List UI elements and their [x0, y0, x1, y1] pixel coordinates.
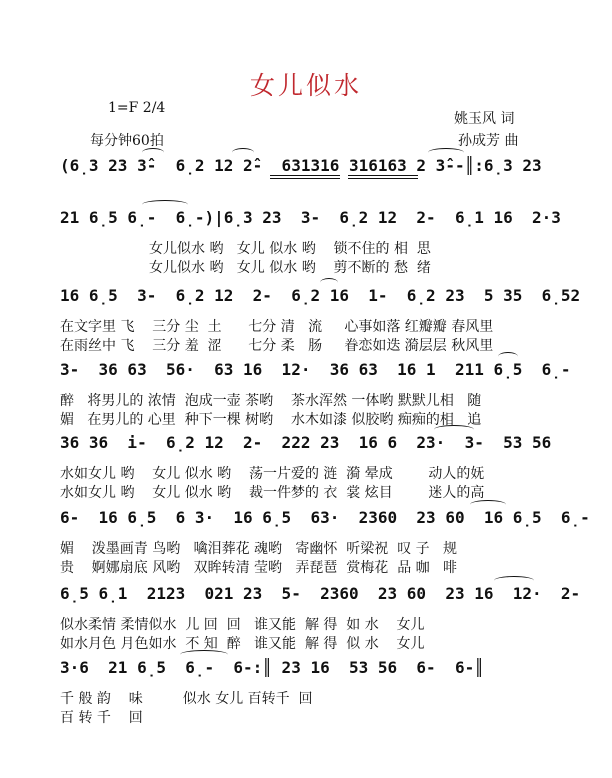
lyric-verse-1: 女儿似水 哟 女儿 似水 哟 锁不住的 相 思 [60, 241, 431, 257]
notation: 36 36 i- 6̣2 12 2- 222 23 16 6 23· 3- 53 56 [60, 433, 552, 452]
lyricist-credit: 姚玉风 词 [454, 111, 515, 127]
slur-mark [470, 500, 506, 509]
lyric-verse-2: 女儿似水 哟 女儿 似水 哟 剪不断的 愁 绪 [60, 260, 431, 276]
slur-mark [142, 200, 188, 209]
slur-mark [180, 650, 228, 659]
notation: 6̣5 6̣1 2123 021 23 5- 2360 23 60 23 16 12· 2- [60, 584, 581, 603]
beam-line [348, 175, 418, 176]
lyric-verse-2: 如水月色 月色如水 不 知 醉 谁又能 解 得 似 水 女儿 [60, 636, 425, 652]
lyric-verse-2: 水如女儿 哟 女儿 似水 哟 裁一件梦的 衣 裳 炫目 迷人的高 [60, 485, 485, 501]
notation: 3- 36 63 56· 63 16 12· 36 63 16 1 211 6̣5 6̣- [60, 360, 571, 379]
notation: 21 6̣5 6̣- 6̣-)|6̣3 23 3- 6̣2 12 2- 6̣1 16 2·3 [60, 208, 561, 227]
lyric-verse-2: 在雨丝中 飞 三分 羞 涩 七分 柔 肠 眷恋如迭 漪层层 秋风里 [60, 338, 494, 354]
slur-mark [498, 352, 518, 361]
tempo-marking: 每分钟60拍 [90, 133, 164, 149]
lyric-verse-1: 在文字里 飞 三分 尘 土 七分 清 流 心事如落 红瓣瓣 春风里 [60, 319, 494, 335]
notation: 3·6 21 6̣5 6̣- 6-:║ 23 16 53 56 6- 6-║ [60, 658, 484, 677]
lyric-verse-2: 百 转 千 回 [60, 710, 143, 726]
song-title: 女儿似水 [249, 71, 362, 100]
lyric-verse-1: 醉 将男儿的 浓情 泡成一壶 茶哟 茶水浑然 一体哟 默默儿相 随 [60, 393, 482, 409]
composer-credit: 孙成芳 曲 [458, 133, 519, 149]
slur-mark [434, 425, 474, 434]
lyric-verse-2: 贵 婀娜扇底 风哟 双眸转清 莹哟 弄琵琶 赏梅花 品 咖 啡 [60, 560, 458, 576]
slur-mark [428, 148, 464, 157]
notation: 16 6̣5 3- 6̣2 12 2- 6̣2 16 1- 6̣2 23 5 35 6̣52 [60, 286, 581, 305]
slur-mark [232, 148, 254, 157]
lyric-verse-1: 似水柔情 柔情似水 儿 回 回 谁又能 解 得 如 水 女儿 [60, 617, 425, 633]
slur-mark [494, 576, 534, 585]
lyric-verse-1: 水如女儿 哟 女儿 似水 哟 荡一片爱的 涟 漪 晕成 动人的妩 [60, 466, 485, 482]
lyric-verse-2: 媚 在男儿的 心里 种下一棵 树哟 水木如漆 似胶哟 痴痴的相 追 [60, 412, 482, 428]
notation: (6̣3 23 3̂- 6̣2 12 2̂- 631316 316163 2 3̂--║:6̣3 23 [60, 156, 542, 175]
notation: 6- 16 6̣5 6 3· 16 6̣5 63· 2360 23 60 16 6̣5 6̣- [60, 508, 590, 527]
beam-line [270, 178, 340, 179]
slur-mark [320, 278, 338, 287]
lyric-verse-1: 千 般 韵 味 似水 女儿 百转千 回 [60, 691, 313, 707]
slur-mark [142, 148, 164, 157]
beam-line [348, 178, 418, 179]
lyric-verse-1: 媚 泼墨画青 鸟哟 噙泪葬花 魂哟 寄幽怀 听梁祝 叹 子 规 [60, 541, 458, 557]
key-signature: 1=F 2/4 [108, 100, 166, 116]
beam-line [270, 175, 340, 176]
